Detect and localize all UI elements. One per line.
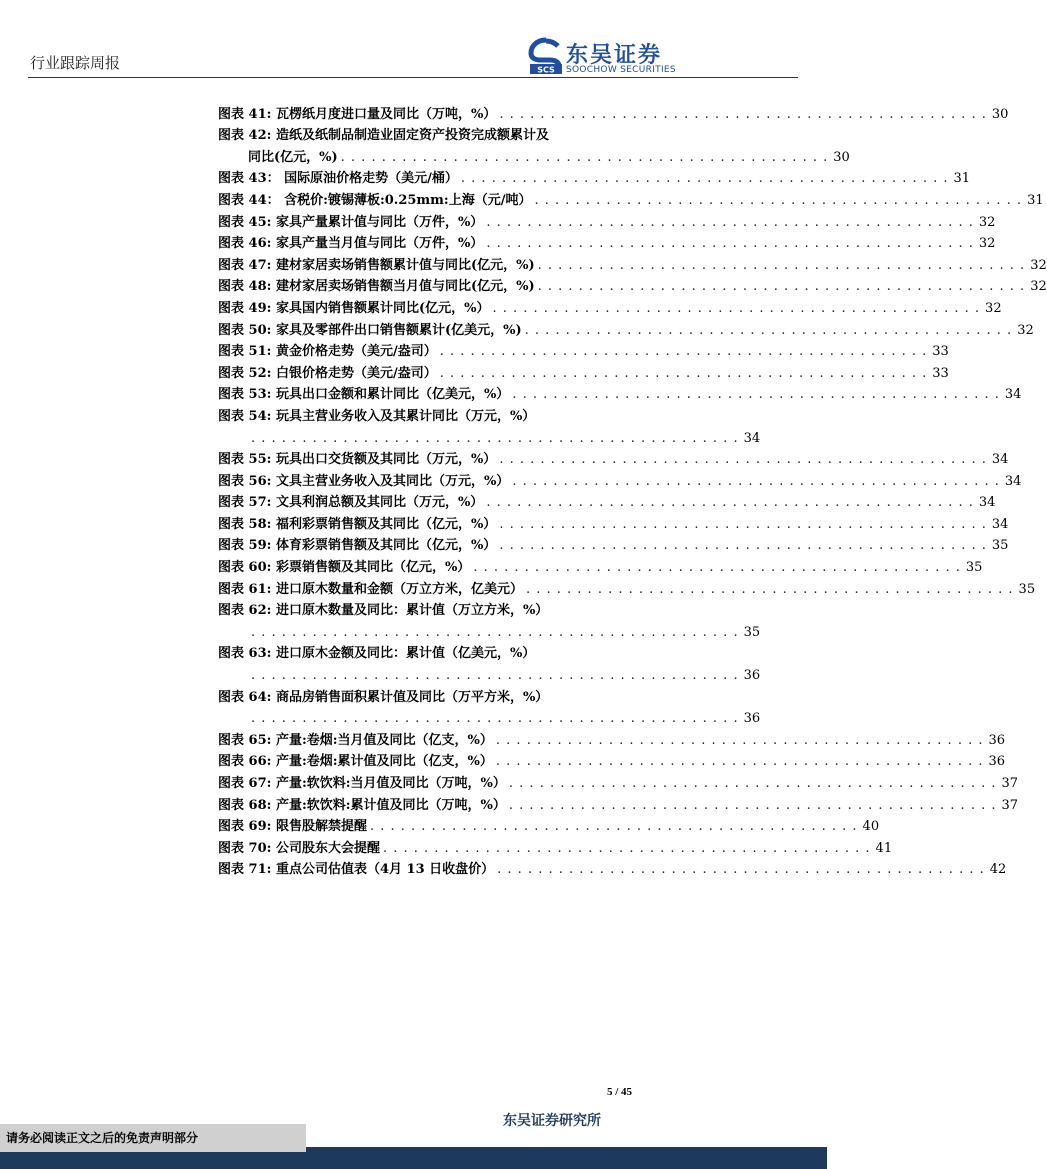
leader-dots: . . . . . . . . . . . . . . . . . . . . . . . . . . . . . . . . . . . . . . . . . . . . . . . .: [495, 754, 984, 770]
toc-entry[interactable]: [218, 813, 880, 835]
toc-entry[interactable]: [218, 553, 983, 576]
toc-entry[interactable]: [218, 640, 638, 662]
figure-page-number: 32: [978, 236, 996, 252]
toc-entry[interactable]: [218, 446, 1009, 468]
figure-page-number: 35: [991, 538, 1009, 554]
figure-title: 白银价格走势（美元/盎司）: [275, 365, 437, 381]
toc-entry[interactable]: [218, 273, 1047, 295]
figure-title: 福利彩票销售额及其同比（亿元，%）: [275, 516, 497, 532]
institute-name: 东吴证券研究所: [503, 1113, 601, 1129]
toc-entry[interactable]: [218, 705, 761, 727]
figure-page-number: 36: [988, 732, 1006, 748]
figure-page-number: 34: [1004, 387, 1022, 403]
figure-page-number: 42: [989, 862, 1007, 878]
toc-entry[interactable]: [218, 575, 1036, 597]
leader-dots: . . . . . . . . . . . . . . . . . . . . . . . . . . . . . . . . . . . . . . . . . . . . . . . .: [499, 106, 987, 122]
figure-page-number: 32: [1030, 257, 1047, 273]
figure-title: 商品房销售面积累计值及同比（万平方米，%）: [275, 689, 549, 705]
toc-entry[interactable]: [218, 489, 996, 511]
leader-dots: . . . . . . . . . . . . . . . . . . . . . . . . . . . . . . . . . . . . . . . . . . . . . . . .: [499, 452, 987, 468]
toc-entry[interactable]: [218, 251, 1047, 273]
leader-dots: . . . . . . . . . . . . . . . . . . . . . . . . . . . . . . . . . . . . . . . . . . . . . . . .: [460, 171, 949, 187]
leader-dots: . . . . . . . . . . . . . . . . . . . . . . . . . . . . . . . . . . . . . . . . . . . . . . . .: [251, 711, 739, 727]
figure-title: 家具及零部件出口销售额累计(亿美元，%): [275, 322, 522, 338]
figure-title: 进口原木金额及同比：累计值（亿美元，%）: [275, 646, 536, 662]
figure-page-number: 34: [991, 452, 1009, 468]
toc-entry[interactable]: [218, 100, 1009, 122]
figure-page-number: 30: [991, 106, 1009, 122]
figure-label: 图表 45:: [218, 214, 272, 230]
figure-title: 瓦楞纸月度进口量及同比（万吨，%）: [275, 106, 497, 122]
figure-label: 图表 69:: [218, 819, 272, 835]
toc-entry[interactable]: [218, 597, 638, 619]
figure-title: 玩具出口金额和累计同比（亿美元，%）: [275, 387, 510, 403]
figure-title: 黄金价格走势（美元/盎司）: [275, 344, 437, 360]
leader-dots: . . . . . . . . . . . . . . . . . . . . . . . . . . . . . . . . . . . . . . . . . . . . . . . .: [497, 862, 985, 878]
leader-dots: . . . . . . . . . . . . . . . . . . . . . . . . . . . . . . . . . . . . . . . . . . . . . . . .: [251, 668, 739, 684]
figure-page-number: 34: [978, 495, 996, 511]
figure-label: 图表 47:: [218, 257, 272, 273]
figure-label: 图表 70:: [218, 840, 272, 856]
leader-dots: . . . . . . . . . . . . . . . . . . . . . . . . . . . . . . . . . . . . . . . . . . . . . . . .: [382, 840, 871, 856]
table-of-figures: [218, 100, 1047, 878]
leader-dots: . . . . . . . . . . . . . . . . . . . . . . . . . . . . . . . . . . . . . . . . . . . . . . . .: [525, 581, 1014, 597]
figure-page-number: 33: [932, 344, 949, 360]
figure-title: 建材家居卖场销售额当月值与同比(亿元，%): [275, 279, 535, 295]
toc-entry[interactable]: [218, 467, 1022, 489]
toc-entry[interactable]: [218, 791, 1019, 813]
leader-dots: . . . . . . . . . . . . . . . . . . . . . . . . . . . . . . . . . . . . . . . . . . . . . . . .: [495, 732, 984, 748]
figure-page-number: 32: [978, 214, 996, 230]
leader-dots: . . . . . . . . . . . . . . . . . . . . . . . . . . . . . . . . . . . . . . . . . . . . . . . .: [534, 192, 1023, 208]
leader-dots: . . . . . . . . . . . . . . . . . . . . . . . . . . . . . . . . . . . . . . . . . . . . . . . .: [508, 797, 997, 813]
figure-page-number: 31: [953, 171, 971, 187]
leader-dots: . . . . . . . . . . . . . . . . . . . . . . . . . . . . . . . . . . . . . . . . . . . . . . . .: [537, 279, 1026, 295]
toc-entry[interactable]: [218, 726, 1006, 748]
figure-label: 图表 49:: [218, 300, 272, 316]
figure-label: 图表 57:: [218, 495, 272, 511]
leader-dots: . . . . . . . . . . . . . . . . . . . . . . . . . . . . . . . . . . . . . . . . . . . . . . . .: [473, 560, 961, 576]
figure-title: 国际原油价格走势（美元/桶）: [284, 171, 458, 187]
figure-label: 图表 67:: [218, 776, 272, 791]
logo-english-name: SOOCHOW SECURITIES: [566, 65, 676, 75]
figure-title: 家具国内销售额累计同比(亿元，%）: [275, 300, 490, 316]
toc-entry[interactable]: [218, 532, 1009, 554]
figure-page-number: 34: [1004, 473, 1022, 489]
report-type: 行业跟踪周报: [30, 54, 121, 72]
toc-entry[interactable]: [218, 208, 996, 230]
figure-label: 图表 63:: [218, 646, 272, 662]
figure-title: 含税价:镀锡薄板:0.25mm:上海（元/吨）: [284, 192, 532, 208]
figure-page-number: 37: [1001, 797, 1019, 813]
logo-chinese-name: 东吴证券: [566, 43, 663, 68]
toc-entry[interactable]: [218, 618, 761, 640]
figure-page-number: 31: [1027, 192, 1044, 208]
figure-title: 重点公司估值表（4月 13 日收盘价）: [275, 862, 495, 878]
figure-page-number: 32: [1017, 322, 1034, 338]
figure-label: 图表 48:: [218, 279, 272, 295]
figure-page-number: 36: [743, 711, 761, 727]
toc-entry[interactable]: [218, 338, 949, 360]
figure-label: 图表 65:: [218, 732, 272, 748]
figure-label: 图表 51:: [218, 344, 272, 360]
figure-page-number: 35: [743, 624, 761, 640]
figure-title: 进口原木数量及同比：累计值（万立方米，%）: [275, 603, 549, 619]
figure-page-number: 34: [743, 430, 761, 446]
leader-dots: . . . . . . . . . . . . . . . . . . . . . . . . . . . . . . . . . . . . . . . . . . . . . . . .: [512, 473, 1000, 489]
figure-page-number: 35: [965, 560, 983, 576]
toc-entry[interactable]: [218, 856, 1007, 878]
toc-entry[interactable]: [218, 165, 971, 187]
figure-label: 图表 62:: [218, 603, 272, 619]
figure-title: 彩票销售额及其同比（亿元，%）: [275, 560, 471, 576]
toc-entry[interactable]: [218, 402, 638, 424]
figure-label: 图表 68:: [218, 797, 272, 813]
figure-label: 图表 41:: [218, 106, 272, 122]
leader-dots: . . . . . . . . . . . . . . . . . . . . . . . . . . . . . . . . . . . . . . . . . . . . . . . .: [508, 776, 997, 791]
toc-entry[interactable]: [218, 186, 1044, 208]
figure-page-number: 37: [1001, 776, 1019, 791]
toc-entry[interactable]: [218, 769, 1019, 791]
figure-title: 产量:卷烟:累计值及同比（亿支，%）: [275, 754, 493, 770]
figure-title: 体育彩票销售额及其同比（亿元，%）: [275, 538, 497, 554]
leader-dots: . . . . . . . . . . . . . . . . . . . . . . . . . . . . . . . . . . . . . . . . . . . . . . . .: [537, 257, 1026, 273]
figure-title: 产量:软饮料:当月值及同比（万吨，%）: [275, 776, 506, 791]
toc-entry[interactable]: [218, 661, 761, 684]
toc-entry[interactable]: [218, 230, 996, 252]
leader-dots: . . . . . . . . . . . . . . . . . . . . . . . . . . . . . . . . . . . . . . . . . . . . . . . .: [251, 430, 739, 446]
toc-entry[interactable]: [218, 834, 893, 856]
figure-label: 图表 71:: [218, 862, 272, 878]
disclaimer-note: 请务必阅读正文之后的免责声明部分: [0, 1124, 306, 1152]
figure-label: 图表 56:: [218, 473, 272, 489]
svg-text:SCS: SCS: [537, 65, 555, 75]
figure-title: 进口原木数量和金额（万立方米，亿美元）: [275, 581, 523, 597]
figure-page-number: 32: [985, 300, 1002, 316]
figure-label: 图表 59:: [218, 538, 272, 554]
figure-label: 图表 58:: [218, 516, 272, 532]
toc-entry[interactable]: [218, 294, 1002, 316]
figure-page-number: 36: [743, 668, 761, 684]
figure-title: 限售股解禁提醒: [275, 819, 367, 835]
toc-entry[interactable]: [218, 143, 850, 165]
leader-dots: . . . . . . . . . . . . . . . . . . . . . . . . . . . . . . . . . . . . . . . . . . . . . . . .: [369, 819, 858, 835]
leader-dots: . . . . . . . . . . . . . . . . . . . . . . . . . . . . . . . . . . . . . . . . . . . . . . . .: [512, 387, 1000, 403]
toc-entry[interactable]: [218, 316, 1034, 338]
figure-title: 家具产量累计值与同比（万件，%）: [275, 214, 484, 230]
toc-entry[interactable]: [218, 381, 1022, 403]
figure-page-number: 41: [875, 840, 893, 856]
leader-dots: . . . . . . . . . . . . . . . . . . . . . . . . . . . . . . . . . . . . . . . . . . . . . . . .: [486, 236, 974, 252]
figure-page-number: 30: [833, 149, 850, 165]
figure-label: 图表 43：: [218, 171, 280, 187]
toc-entry[interactable]: [218, 510, 1009, 532]
leader-dots: . . . . . . . . . . . . . . . . . . . . . . . . . . . . . . . . . . . . . . . . . . . . . . . .: [492, 300, 981, 316]
leader-dots: . . . . . . . . . . . . . . . . . . . . . . . . . . . . . . . . . . . . . . . . . . . . . . . .: [486, 495, 974, 511]
figure-label: 图表 50:: [218, 322, 272, 338]
figure-page-number: 33: [932, 365, 949, 381]
figure-page-number: 35: [1018, 581, 1036, 597]
figure-page-number: 40: [862, 819, 880, 835]
toc-entry[interactable]: [218, 424, 761, 446]
leader-dots: . . . . . . . . . . . . . . . . . . . . . . . . . . . . . . . . . . . . . . . . . . . . . . . .: [439, 344, 928, 360]
leader-dots: . . . . . . . . . . . . . . . . . . . . . . . . . . . . . . . . . . . . . . . . . . . . . . . .: [486, 214, 974, 230]
toc-entry[interactable]: [218, 359, 949, 381]
figure-page-number: 32: [1030, 279, 1047, 295]
leader-dots: . . . . . . . . . . . . . . . . . . . . . . . . . . . . . . . . . . . . . . . . . . . . . . . .: [439, 365, 928, 381]
toc-entry[interactable]: [218, 748, 1006, 770]
figure-label: 图表 44：: [218, 192, 280, 208]
leader-dots: . . . . . . . . . . . . . . . . . . . . . . . . . . . . . . . . . . . . . . . . . . . . . . . .: [251, 624, 739, 640]
figure-label: 图表 61:: [218, 581, 272, 597]
figure-title: 造纸及纸制品制造业固定资产投资完成额累计及: [275, 128, 549, 144]
figure-label: 图表 64:: [218, 689, 272, 705]
leader-dots: . . . . . . . . . . . . . . . . . . . . . . . . . . . . . . . . . . . . . . . . . . . . . . . .: [499, 538, 987, 554]
figure-label: 图表 42:: [218, 128, 272, 144]
figure-label: 图表 54:: [218, 408, 272, 424]
leader-dots: . . . . . . . . . . . . . . . . . . . . . . . . . . . . . . . . . . . . . . . . . . . . . . . .: [524, 322, 1013, 338]
figure-title: 玩具主营业务收入及其累计同比（万元，%）: [275, 408, 536, 424]
leader-dots: . . . . . . . . . . . . . . . . . . . . . . . . . . . . . . . . . . . . . . . . . . . . . . . .: [499, 516, 987, 532]
figure-label: 图表 60:: [218, 560, 272, 576]
figure-title: 文具利润总额及其同比（万元，%）: [275, 495, 484, 511]
toc-entry[interactable]: [218, 122, 638, 144]
figure-title: 产量:卷烟:当月值及同比（亿支，%）: [275, 732, 493, 748]
figure-title: 家具产量当月值与同比（万件，%）: [275, 236, 484, 252]
figure-page-number: 34: [991, 516, 1009, 532]
figure-title: 建材家居卖场销售额累计值与同比(亿元，%): [275, 257, 535, 273]
figure-title: 产量:软饮料:累计值及同比（万吨，%）: [275, 797, 506, 813]
figure-label: 图表 52:: [218, 365, 272, 381]
figure-title: 玩具出口交货额及其同比（万元，%）: [275, 452, 497, 468]
figure-title: 文具主营业务收入及其同比（万元，%）: [275, 473, 510, 489]
figure-label: 图表 66:: [218, 754, 272, 770]
figure-label: 图表 46:: [218, 236, 272, 252]
figure-title: 同比(亿元，%): [248, 149, 338, 165]
figure-page-number: 36: [988, 754, 1006, 770]
soochow-logo-icon: [528, 38, 564, 76]
figure-label: 图表 53:: [218, 387, 272, 403]
figure-label: 图表 55:: [218, 452, 272, 468]
page-number: 5 / 45: [607, 1086, 633, 1098]
figure-title: 公司股东大会提醒: [275, 840, 380, 856]
brand-logo: [528, 38, 698, 78]
leader-dots: . . . . . . . . . . . . . . . . . . . . . . . . . . . . . . . . . . . . . . . . . . . . . . . .: [340, 149, 829, 165]
toc-entry[interactable]: [218, 683, 638, 705]
